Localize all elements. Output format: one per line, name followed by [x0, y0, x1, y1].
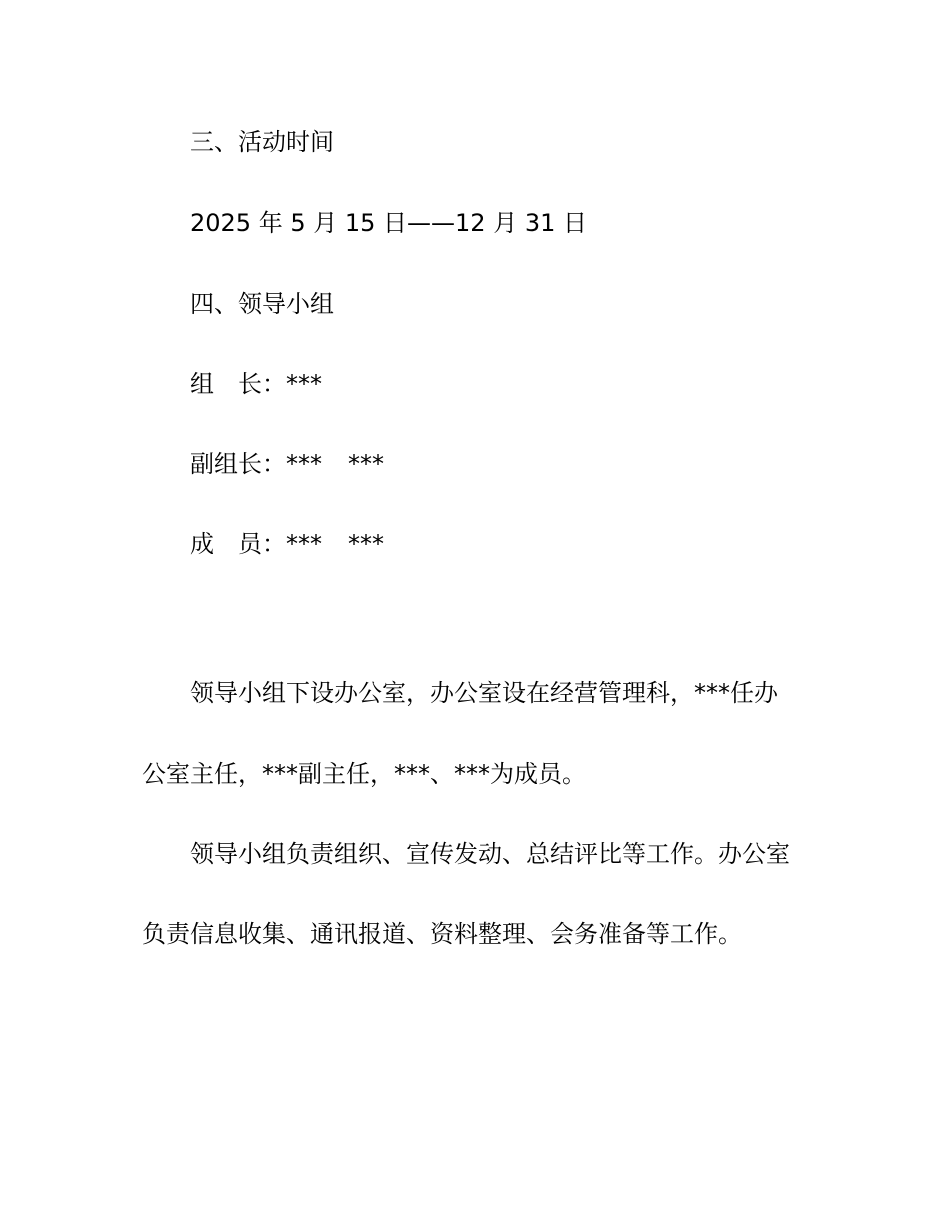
office-paragraph-line-1: 领导小组下设办公室，办公室设在经营管理科，***任办: [190, 679, 778, 707]
deputy-leader-label: 副组长：: [190, 450, 286, 478]
members-value-1: ***: [286, 530, 322, 558]
leader-label-char2: 长：: [238, 370, 286, 398]
members-line: [190, 529, 384, 559]
deputy-leader-value-2: ***: [348, 450, 384, 478]
activity-date-range: 2025 年 5 月 15 日——12 月 31 日: [190, 209, 587, 237]
duties-paragraph-line-2: 负责信息收集、通讯报道、资料整理、会务准备等工作。: [142, 920, 742, 948]
leader-value: ***: [286, 370, 322, 398]
members-label-char2: 员：: [238, 530, 286, 558]
members-value-2: ***: [348, 530, 384, 558]
deputy-leader-value-1: ***: [286, 450, 322, 478]
members-label-char1: 成: [190, 530, 214, 558]
leader-line: [190, 369, 322, 399]
leader-label-char1: 组: [190, 370, 214, 398]
section-heading-leadership-group: 四、领导小组: [190, 290, 334, 318]
office-paragraph-line-2: 公室主任，***副主任，***、***为成员。: [142, 760, 586, 788]
deputy-leader-line: [190, 449, 384, 479]
duties-paragraph-line-1: 领导小组负责组织、宣传发动、总结评比等工作。办公室: [190, 840, 790, 868]
section-heading-activity-time: 三、活动时间: [190, 128, 334, 156]
